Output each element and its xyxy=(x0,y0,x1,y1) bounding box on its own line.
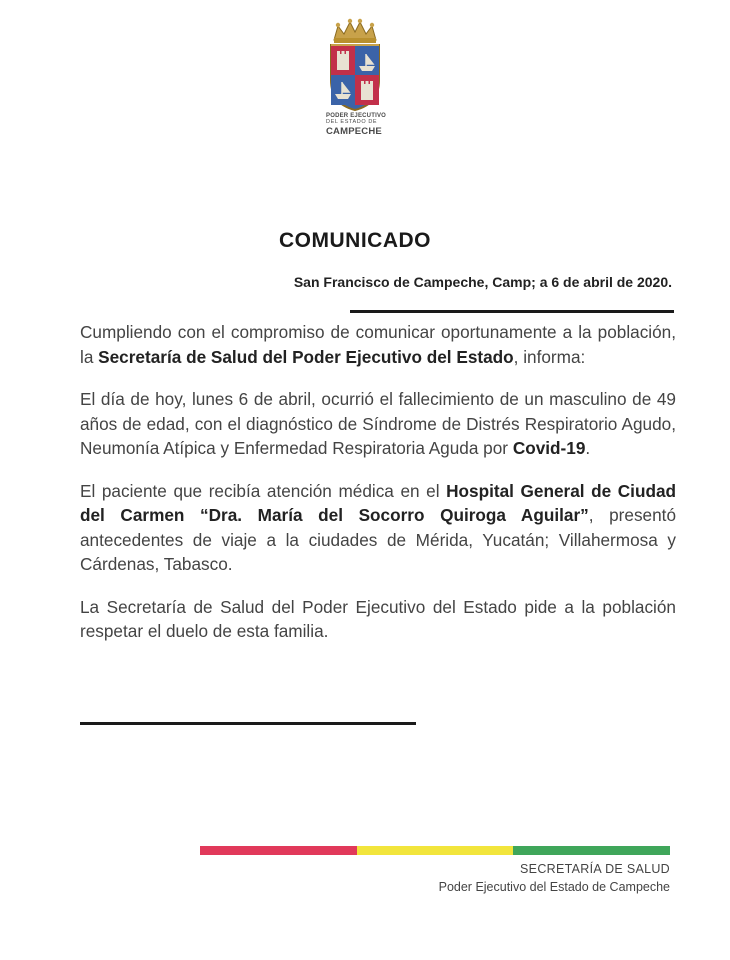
footer-color-bar xyxy=(200,846,670,855)
color-segment-green xyxy=(513,846,670,855)
paragraph-bold: Secretaría de Salud del Poder Ejecutivo del Estado xyxy=(98,346,514,367)
campeche-seal-graphic xyxy=(322,18,388,114)
seal-caption-line3: CAMPECHE xyxy=(326,125,382,137)
seal-caption-line1: PODER EJECUTIVO xyxy=(326,113,387,119)
paragraph-text: . xyxy=(585,438,591,458)
paragraph-closing xyxy=(80,595,676,644)
document-body xyxy=(80,320,676,662)
paragraph-text: , informa: xyxy=(513,346,586,367)
body-divider xyxy=(80,722,416,725)
paragraph-bold: Covid-19 xyxy=(512,438,586,458)
paragraph-text: El día de hoy, lunes 6 de abril, ocurrió el fallecimiento de un masculino de 49 años de edad, con el diagnóstico de Síndrome de Distrés Respiratorio Agudo, Neumonía Atípica y Enfermedad Respiratoria Aguda por xyxy=(80,389,676,458)
seal-caption-line2: DEL ESTADO DE xyxy=(326,119,378,125)
paragraph-text: Cumpliendo con el compromiso de comunicar oportunamente a la población, la xyxy=(80,322,676,367)
footer xyxy=(439,862,670,894)
footer-government: Poder Ejecutivo del Estado de Campeche xyxy=(438,880,670,894)
paragraph-bold: Hospital General de Ciudad del Carmen “Dra. María del Socorro Quiroga Aguilar” xyxy=(80,480,676,525)
dateline-divider xyxy=(350,310,674,313)
paragraph-intro xyxy=(80,320,676,369)
paragraph-text: El paciente que recibía atención médica en el xyxy=(80,480,447,501)
seal-caption xyxy=(326,113,396,136)
paragraph-announcement xyxy=(80,387,676,461)
color-segment-yellow xyxy=(357,846,514,855)
paragraph-text: , presentó antecedentes de viaje a la ciudades de Mérida, Yucatán; Villahermosa y Cárdenas, Tabasco. xyxy=(80,505,677,574)
dateline: San Francisco de Campeche, Camp; a 6 de abril de 2020. xyxy=(293,274,672,290)
footer-department: SECRETARÍA DE SALUD xyxy=(520,862,670,876)
paragraph-patient xyxy=(80,479,676,577)
paragraph-text: La Secretaría de Salud del Poder Ejecutivo del Estado pide a la población respetar el duelo de esta familia. xyxy=(80,596,676,641)
color-segment-red xyxy=(200,846,357,855)
document-title: COMUNICADO xyxy=(279,229,431,252)
